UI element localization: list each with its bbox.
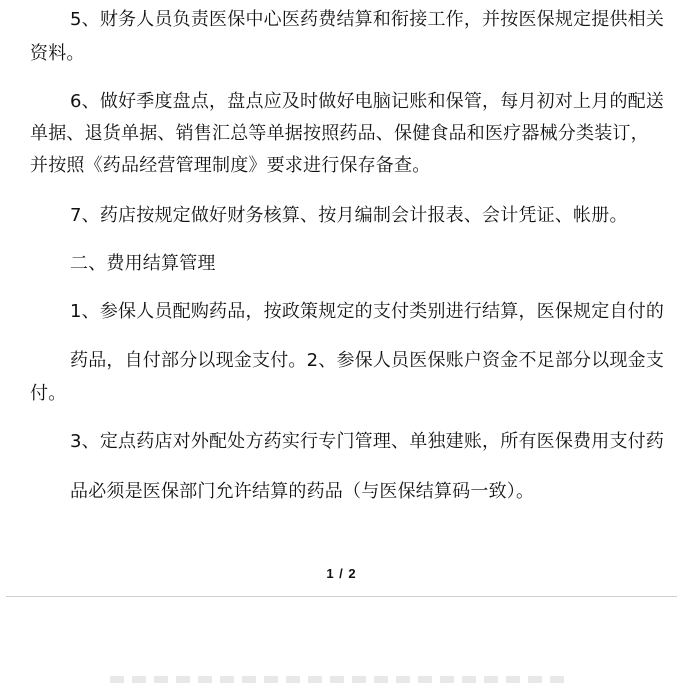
paragraph-6-line-1: 6、做好季度盘点，盘点应及时做好电脑记账和保管，每月初对上月的配送 xyxy=(70,91,665,112)
paragraph-1-line-1: 1、参保人员配购药品，按政策规定的支付类别进行结算，医保规定自付的 xyxy=(70,301,665,322)
paragraph-6-line-2: 单据、退货单据、销售汇总等单据按照药品、保健食品和医疗器械分类装订， xyxy=(30,123,649,144)
next-page-text-preview xyxy=(110,676,570,683)
paragraph-5-line-1: 5、财务人员负责医保中心医药费结算和衔接工作，并按医保规定提供相关 xyxy=(70,9,665,30)
paragraph-5-line-2: 资料。 xyxy=(30,43,85,64)
paragraph-7-line-1: 7、药店按规定做好财务核算、按月编制会计报表、会计凭证、帐册。 xyxy=(70,205,628,226)
paragraph-6-line-3: 并按照《药品经营管理制度》要求进行保存备查。 xyxy=(30,155,431,176)
paragraph-1-2-line-2: 付。 xyxy=(30,383,67,404)
paragraph-3-line-1: 3、定点药店对外配处方药实行专门管理、单独建账，所有医保费用支付药 xyxy=(70,431,665,452)
page-divider xyxy=(6,596,677,597)
section-heading: 二、费用结算管理 xyxy=(70,253,216,274)
paragraph-3-line-2: 品必须是医保部门允许结算的药品（与医保结算码一致）。 xyxy=(70,481,535,502)
page-number: 1 / 2 xyxy=(326,566,357,581)
paragraph-1-2-line-1: 药品，自付部分以现金支付。2、参保人员医保账户资金不足部分以现金支 xyxy=(70,350,665,371)
